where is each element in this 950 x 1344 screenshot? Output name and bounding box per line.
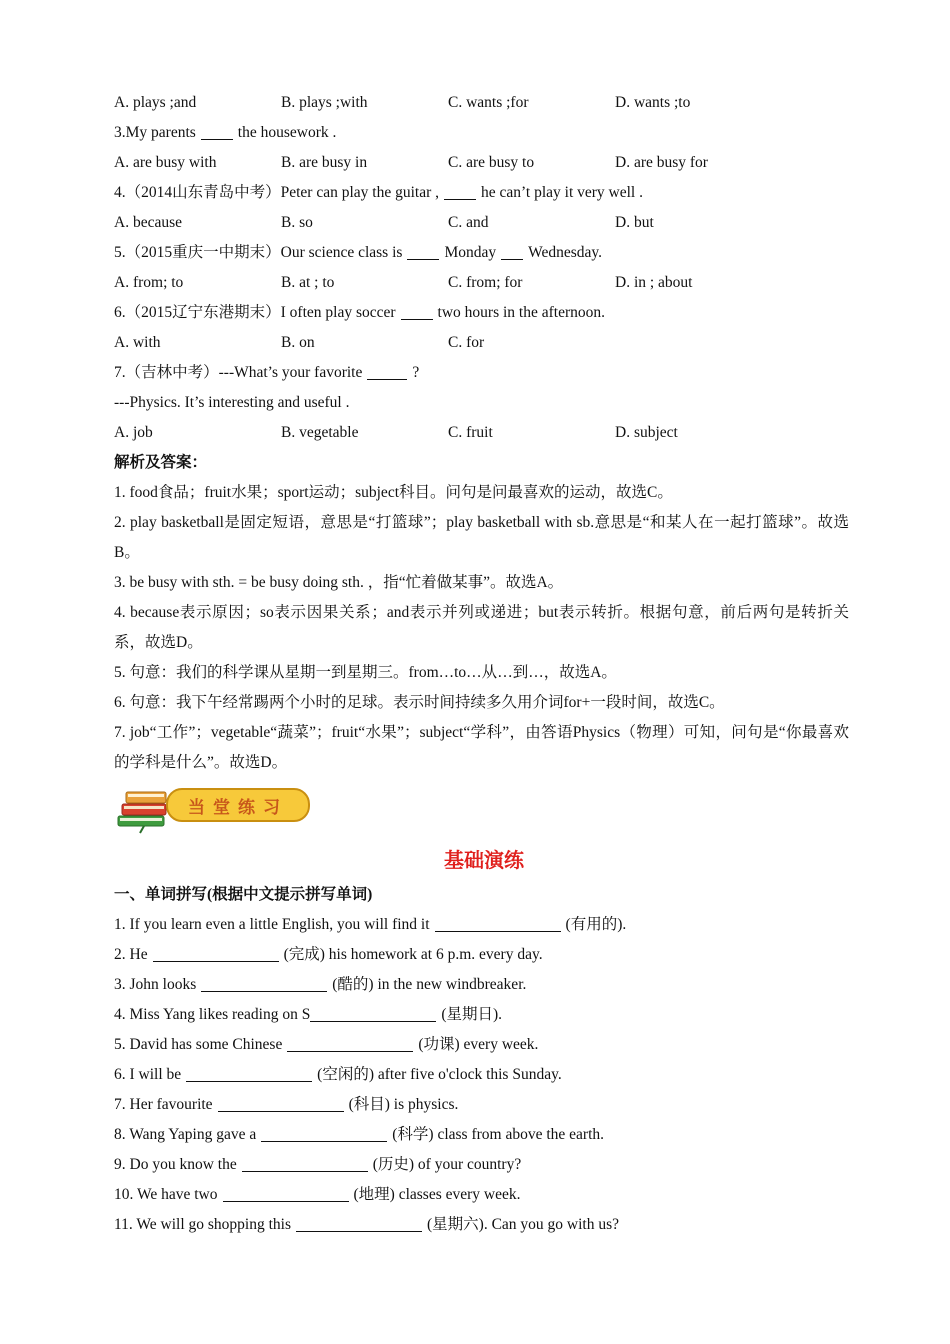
answer-blank [201,121,233,140]
answers-title: 解析及答案： [114,454,208,471]
question-text: he can’t play it very well . [481,184,643,201]
option-b: B. are busy in [281,154,368,171]
question-text: 6. I will be [114,1066,182,1083]
option-d: D. but [615,214,654,231]
answer-4: 4. because表示原因；so表示因果关系；and表示并列或递进；but表示转折。根据句意，前后两句是转折关系，故选D。 [114,604,849,651]
question-7 [114,358,854,388]
hint-text: (科学) class from above the earth. [392,1126,605,1143]
question-5 [114,238,854,268]
question-6 [114,298,854,328]
hint-text: (空闲的) after five o'clock this Sunday. [317,1066,562,1083]
hint-text: (科目) is physics. [348,1096,459,1113]
option-c: C. are busy to [448,154,535,171]
answer-blank [444,181,476,200]
option-d: D. subject [615,424,678,441]
answer-blank [201,973,327,992]
fill-item-7 [114,1090,854,1120]
answer-blank [501,241,523,260]
options-row [114,208,854,238]
practice-banner [114,782,854,834]
fill-item-5 [114,1030,854,1060]
fill-item-2 [114,940,854,970]
option-a: A. job [114,424,153,441]
question-text: 8. Wang Yaping gave a [114,1126,257,1143]
question-text: ? [412,364,420,381]
option-c: C. wants ;for [448,94,529,111]
option-b: B. on [281,334,315,351]
answer-blank [407,241,439,260]
answer-1: 1. food食品；fruit水果；sport运动；subject科目。问句是问最喜欢的运动，故选C。 [114,484,673,501]
section-title: 基础演练 [444,848,524,872]
option-a: A. because [114,214,182,231]
question-text: 7.（吉林中考）---What’s your favorite [114,364,363,381]
books-icon [114,782,174,834]
question-3 [114,118,854,148]
hint-text: (酷的) in the new windbreaker. [332,976,527,993]
option-d: D. in ; about [615,274,693,291]
hint-text: (星期六). Can you go with us? [427,1216,620,1233]
hint-text: (完成) his homework at 6 p.m. every day. [283,946,543,963]
question-4 [114,178,854,208]
question-text: Wednesday. [528,244,603,261]
hint-text: (星期日). [441,1006,503,1023]
question-text: 10. We have two [114,1186,218,1203]
question-text: two hours in the afternoon. [437,304,605,321]
answer-blank [435,913,561,932]
fill-item-8 [114,1120,854,1150]
option-c: C. for [448,334,485,351]
question-7-reply: ---Physics. It’s interesting and useful . [114,394,350,411]
question-text: 3. John looks [114,976,197,993]
option-b: B. at ; to [281,274,335,291]
answer-6: 6. 句意：我下午经常踢两个小时的足球。表示时间持续多久用介词for+一段时间，故选C。 [114,694,725,711]
fill-item-3 [114,970,854,1000]
option-a: A. with [114,334,161,351]
question-text: 4.（2014山东青岛中考）Peter can play the guitar , [114,184,440,201]
options-row [114,148,854,178]
answer-blank [242,1153,368,1172]
question-text: Monday [444,244,497,261]
options-row [114,418,854,448]
fill-item-1 [114,910,854,940]
fill-item-10 [114,1180,854,1210]
question-text: 9. Do you know the [114,1156,237,1173]
options-row [114,88,854,118]
answer-blank [287,1033,413,1052]
option-a: A. plays ;and [114,94,197,111]
answer-blank [401,301,433,320]
fill-item-4 [114,1000,854,1030]
answer-blank [296,1213,422,1232]
answer-blank [153,943,279,962]
option-c: C. from; for [448,274,523,291]
option-d: D. are busy for [615,154,708,171]
question-text: 3.My parents [114,124,196,141]
hint-text: (功课) every week. [418,1036,539,1053]
answer-blank [310,1003,436,1022]
options-row [114,268,854,298]
answer-blank [367,361,407,380]
options-row [114,328,854,358]
option-a: A. are busy with [114,154,217,171]
question-text: 7. Her favourite [114,1096,213,1113]
answer-blank [186,1063,312,1082]
answer-blank [218,1093,344,1112]
hint-text: (地理) classes every week. [353,1186,521,1203]
fill-item-9 [114,1150,854,1180]
question-text: the housework . [237,124,337,141]
question-text: 6.（2015辽宁东港期末）I often play soccer [114,304,396,321]
option-b: B. vegetable [281,424,359,441]
answer-2: 2. play basketball是固定短语，意思是“打篮球”；play basketball with sb.意思是“和某人在一起打篮球”。故选B。 [114,514,849,561]
option-a: A. from; to [114,274,184,291]
answer-7: 7. job“工作”；vegetable“蔬菜”；fruit“水果”；subject“学科”，由答语Physics（物理）可知，问句是“你最喜欢的学科是什么”。故选D。 [114,724,849,771]
option-d: D. wants ;to [615,94,691,111]
question-text: 4. Miss Yang likes reading on S [114,1006,311,1023]
question-text: 11. We will go shopping this [114,1216,292,1233]
fill-item-6 [114,1060,854,1090]
question-text: 2. He [114,946,148,963]
question-text: 1. If you learn even a little English, you will find it [114,916,430,933]
answer-3: 3. be busy with sth. = be busy doing sth. ，指“忙着做某事”。故选A。 [114,574,564,591]
option-b: B. plays ;with [281,94,368,111]
option-b: B. so [281,214,313,231]
part-heading: 一、单词拼写(根据中文提示拼写单词) [114,886,373,903]
option-c: C. fruit [448,424,493,441]
fill-item-11 [114,1210,854,1240]
answer-blank [223,1183,349,1202]
banner-label: 当堂练习 [166,788,310,822]
answer-blank [261,1123,387,1142]
question-text: 5. David has some Chinese [114,1036,283,1053]
question-text: 5.（2015重庆一中期末）Our science class is [114,244,403,261]
hint-text: (有用的). [565,916,627,933]
answer-5: 5. 句意：我们的科学课从星期一到星期三。from…to…从…到…，故选A。 [114,664,617,681]
option-c: C. and [448,214,489,231]
document-page [114,88,854,1240]
hint-text: (历史) of your country? [372,1156,522,1173]
